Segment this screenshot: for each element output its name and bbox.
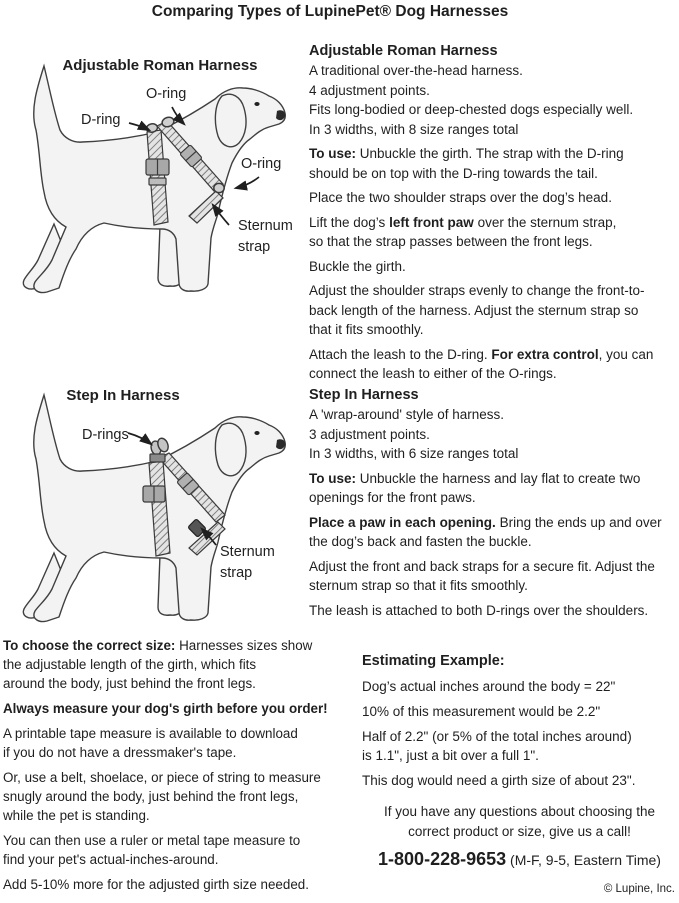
label-d-rings: D-rings [82,427,129,443]
paragraph [3,768,349,826]
text-segment: back length of the harness. Adjust the sternum strap so [309,302,639,318]
paragraph [362,727,677,765]
text-line [3,674,349,693]
text-line [3,850,349,869]
text-segment: You can then use a ruler or metal tape measure to [3,832,301,848]
paragraph [362,702,677,721]
text-segment: connect the leash to either of the O-rings. [309,366,557,381]
label-line: strap [220,565,253,581]
phone-line [362,850,677,870]
dog-ear [215,94,246,147]
text-segment: Add 5-10% more for the adjusted girth size needed. [3,876,309,892]
diagram-heading: Step In Harness [66,387,180,404]
paragraph [309,188,677,208]
label-d-ring: D-ring [81,112,121,128]
text-line: Half of 2.2" (or 5% of the total inches around) [362,729,632,744]
bold-text-segment: To use: [309,146,356,161]
text-line: This dog would need a girth size of about 23". [362,773,636,788]
paragraph [309,213,677,252]
text-line: 10% of this measurement would be 2.2" [362,704,601,719]
dog-eye [254,102,259,106]
text-segment: find your pet's actual-inches-around. [3,852,219,868]
text-segment: Unbuckle the girth. The strap with the D-ring [356,146,624,161]
text-segment: A printable tape measure is available to download [3,725,298,741]
call-us-note [362,802,677,841]
text-line [309,557,677,577]
dog-illustration-stepin [10,385,310,630]
paragraph [362,677,677,696]
text-segment: should be on top with the D-ring towards the tail. [309,165,598,181]
text-segment: over the sternum strap, [473,214,617,230]
page-title: Comparing Types of LupinePet® Dog Harnesses [151,3,509,20]
text-segment: so that the strap passes between the front legs. [309,234,593,249]
text-line [309,601,677,621]
label-o-ring-chest: O-ring [241,156,282,172]
paragraph [3,699,349,718]
text-line [3,743,349,762]
text-segment: Or, use a belt, shoelace, or piece of string to measure [3,769,321,785]
text-segment: the adjustable length of the girth, which fits [3,657,257,673]
text-segment: Adjust the front and back straps for a secure fit. Adjust the [309,558,655,574]
paragraph [309,281,677,340]
ring-wrap [150,454,165,462]
paragraph [3,875,349,894]
label-line: strap [238,239,271,255]
text-line [309,345,677,365]
text-line [3,724,349,743]
label-sternum-strap [238,216,293,258]
paragraph [309,557,677,596]
text-line: A traditional over-the-head harness. [309,63,523,78]
section-heading: Estimating Example: [362,653,505,669]
text-line [309,513,677,533]
text-line [3,655,349,674]
text-line [309,213,677,233]
text-line: Fits long-bodied or deep-chested dogs especially well. [309,102,634,117]
text-segment: Unbuckle the harness and lay flat to create two [356,470,641,486]
text-line [309,257,677,277]
text-segment: Harnesses sizes show [175,638,313,653]
arrow-to-d-rings [128,433,151,444]
text-line [3,768,349,787]
text-line: If you have any questions about choosing the [384,804,655,819]
bold-text-segment: left front paw [389,214,474,230]
text-line: A 'wrap-around' style of harness. [309,407,505,422]
strap-keeper [149,178,166,185]
phone-hours: (M-F, 9-5, Eastern Time) [506,852,661,868]
text-line: In 3 widths, with 8 size ranges total [309,121,519,137]
paragraph [309,513,677,552]
arrow-to-o-ring-chest [236,177,259,188]
paragraph [309,257,677,277]
estimating-example-section [362,652,677,870]
text-segment: Place the two shoulder straps over the dog’s head. [309,190,612,205]
text-line: 3 adjustment points. [309,426,430,442]
text-line [309,576,677,596]
label-line: Sternum [220,544,275,560]
text-segment: Lift the dog’s [309,214,390,230]
bold-text-segment: Always measure your dog's girth before you order! [3,701,328,717]
diagram-heading: Adjustable Roman Harness [62,57,258,74]
paragraph [3,724,349,762]
text-segment: snugly around the body, just behind the front legs, [3,788,299,804]
text-line [309,232,677,252]
paragraph [309,345,677,384]
paragraph [362,771,677,790]
text-line [309,144,677,164]
paragraph [309,601,677,621]
stepin-harness-text-section [309,385,677,620]
copyright-notice: © Lupine, Inc. [603,883,675,895]
text-segment: Bring the ends up and over [495,514,662,530]
paragraph [3,831,349,869]
label-sternum-strap [220,542,275,584]
text-line: Dog’s actual inches around the body = 22" [362,679,616,694]
text-line [309,281,677,301]
paragraph [3,636,349,694]
dog-ear [215,423,246,476]
paragraph [309,469,677,508]
paragraph [309,144,677,183]
text-segment: openings for the front paws. [309,490,476,505]
roman-harness-diagram [10,56,310,308]
bold-text-segment: To choose the correct size: [3,638,176,653]
text-line [309,301,677,321]
text-line [309,188,677,208]
text-segment: the dog’s back and fasten the buckle. [309,534,532,549]
text-line: is 1.1", just a bit over a full 1". [362,748,539,763]
text-line: correct product or size, give us a call! [408,823,631,839]
text-segment: that it fits smoothly. [309,322,424,337]
bold-text-segment: Place a paw in each opening. [309,514,496,530]
roman-harness-text-section [309,41,677,384]
text-segment: , you can [598,346,654,362]
text-segment: Buckle the girth. [309,258,406,274]
text-line [3,787,349,806]
text-segment: while the pet is standing. [3,808,150,824]
text-line [3,875,349,894]
bold-text-segment: For extra control [491,346,599,362]
label-o-ring-top: O-ring [146,86,187,102]
text-line [3,699,349,718]
text-segment: Adjust the shoulder straps evenly to change the front-to- [309,283,645,298]
text-line: In 3 widths, with 6 size ranges total [309,446,519,461]
arrow-to-d-ring [129,123,149,130]
text-line [309,164,677,184]
text-segment: Attach the leash to the D-ring. [309,346,492,362]
section-heading: Step In Harness [309,387,419,403]
text-line: 4 adjustment points. [309,82,430,98]
text-line [3,636,349,655]
text-line [3,806,349,825]
text-line [309,488,677,508]
bold-text-segment: To use: [309,470,356,486]
stepin-harness-diagram [10,385,310,630]
text-segment: if you do not have a dressmaker's tape. [3,745,237,761]
text-line [309,320,677,340]
sizing-instructions-section [3,636,349,894]
text-segment: sternum strap so that it fits smoothly. [309,578,528,593]
phone-number: 1-800-228-9653 [378,849,507,869]
text-segment: around the body, just behind the front legs. [3,676,256,692]
dog-eye [254,431,259,435]
label-line: Sternum [238,218,293,234]
text-line [309,532,677,552]
o-ring-chest [214,183,224,192]
text-line [3,831,349,850]
text-line [309,364,677,384]
text-line [309,469,677,489]
text-segment: The leash is attached to both D-rings over the shoulders. [309,602,649,618]
section-heading: Adjustable Roman Harness [309,43,498,59]
